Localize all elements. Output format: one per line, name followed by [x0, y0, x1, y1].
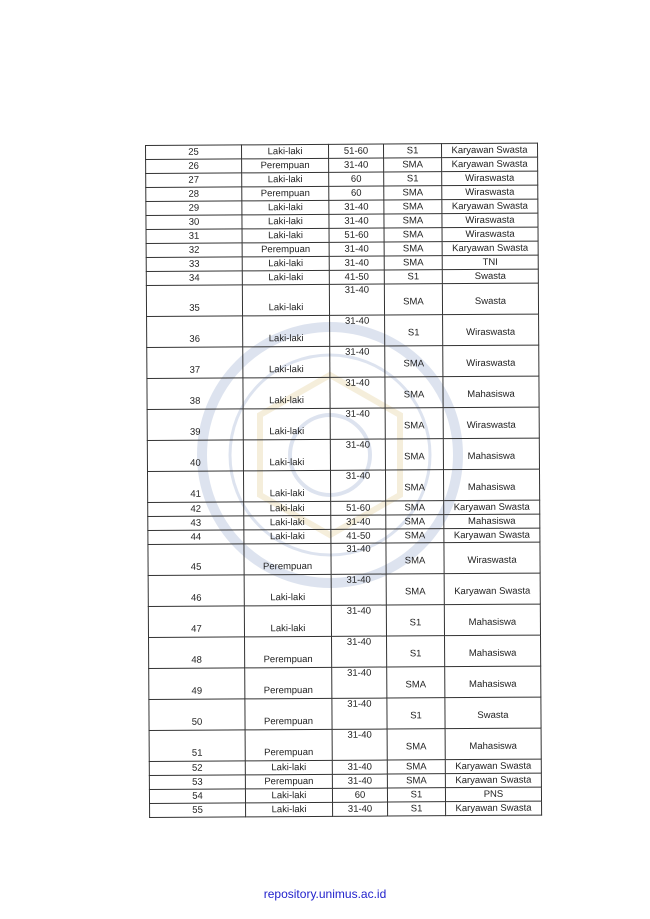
row-number: 33	[146, 257, 242, 272]
row-number: 28	[146, 187, 242, 202]
age-cell: 31-40	[329, 242, 384, 256]
occupation-cell: Karyawan Swasta	[442, 157, 538, 172]
gender-cell: Perempuan	[242, 242, 329, 257]
gender-cell: Laki-laki	[242, 284, 329, 316]
education-cell: SMA	[385, 439, 443, 470]
occupation-cell: Swasta	[442, 269, 538, 284]
age-cell: 31-40	[329, 284, 384, 315]
gender-cell: Laki-laki	[243, 408, 330, 440]
age-cell: 51-60	[328, 144, 383, 158]
education-cell: SMA	[384, 228, 442, 242]
occupation-cell: TNI	[442, 255, 538, 270]
gender-cell: Laki-laki	[245, 788, 332, 803]
education-cell: SMA	[384, 158, 442, 172]
row-number: 31	[146, 229, 242, 244]
gender-cell: Laki-laki	[244, 515, 331, 530]
gender-cell: Perempuan	[242, 158, 329, 173]
occupation-cell: Karyawan Swasta	[441, 143, 537, 158]
age-cell: 31-40	[330, 315, 385, 346]
education-cell: SMA	[387, 760, 445, 774]
row-number: 52	[149, 761, 245, 776]
education-cell: SMA	[384, 284, 442, 315]
gender-cell: Perempuan	[245, 667, 332, 699]
gender-cell: Perempuan	[244, 543, 331, 575]
age-cell: 31-40	[329, 214, 384, 228]
table-row	[148, 573, 540, 606]
education-cell: SMA	[385, 408, 443, 439]
age-cell: 31-40	[332, 774, 387, 788]
occupation-cell: Karyawan Swasta	[445, 773, 541, 788]
gender-cell: Laki-laki	[244, 529, 331, 544]
education-cell: SMA	[384, 200, 442, 214]
row-number: 39	[147, 409, 243, 441]
education-cell: SMA	[387, 667, 445, 698]
table-row	[147, 469, 539, 502]
row-number: 43	[148, 516, 244, 531]
table-row	[147, 345, 539, 378]
age-cell: 31-40	[332, 667, 387, 698]
education-cell: SMA	[386, 574, 444, 605]
row-number: 51	[149, 730, 245, 762]
occupation-cell: Swasta	[442, 283, 538, 315]
age-cell: 41-50	[329, 270, 384, 284]
row-number: 37	[147, 347, 243, 379]
age-cell: 31-40	[330, 377, 385, 408]
occupation-cell: Karyawan Swasta	[445, 759, 541, 774]
row-number: 53	[149, 775, 245, 790]
age-cell: 60	[329, 186, 384, 200]
education-cell: S1	[384, 172, 442, 186]
table-row	[148, 542, 540, 575]
education-cell: SMA	[384, 242, 442, 256]
gender-cell: Perempuan	[245, 698, 332, 730]
gender-cell: Laki-laki	[242, 144, 329, 159]
gender-cell: Laki-laki	[243, 315, 330, 347]
education-cell: S1	[386, 605, 444, 636]
table-row	[147, 407, 539, 440]
gender-cell: Laki-laki	[243, 346, 330, 378]
age-cell: 31-40	[330, 470, 385, 501]
education-cell: S1	[387, 698, 445, 729]
table-row	[149, 635, 541, 668]
gender-cell: Laki-laki	[243, 470, 330, 502]
education-cell: SMA	[384, 186, 442, 200]
occupation-cell: Mahasiswa	[443, 438, 539, 470]
gender-cell: Laki-laki	[244, 605, 331, 637]
gender-cell: Laki-laki	[243, 377, 330, 409]
gender-cell: Perempuan	[245, 636, 332, 668]
gender-cell: Laki-laki	[243, 439, 330, 471]
table-row	[146, 283, 538, 316]
education-cell: SMA	[385, 470, 443, 501]
row-number: 41	[147, 471, 243, 503]
table-row	[149, 666, 541, 699]
row-number: 54	[149, 789, 245, 804]
occupation-cell: Karyawan Swasta	[444, 500, 540, 515]
occupation-cell: Mahasiswa	[444, 604, 540, 636]
row-number: 40	[147, 440, 243, 472]
gender-cell: Laki-laki	[242, 256, 329, 271]
education-cell: S1	[384, 270, 442, 284]
age-cell: 41-50	[331, 529, 386, 543]
age-cell: 31-40	[330, 408, 385, 439]
occupation-cell: Karyawan Swasta	[444, 528, 540, 543]
occupation-cell: Swasta	[445, 697, 541, 729]
age-cell: 31-40	[330, 346, 385, 377]
occupation-cell: Mahasiswa	[445, 635, 541, 667]
table-row	[147, 376, 539, 409]
row-number: 29	[146, 201, 242, 216]
age-cell: 60	[332, 788, 387, 802]
occupation-cell: Wiraswasta	[442, 171, 538, 186]
education-cell: SMA	[386, 543, 444, 574]
row-number: 50	[149, 699, 245, 731]
occupation-cell: Karyawan Swasta	[444, 573, 540, 605]
age-cell: 51-60	[331, 501, 386, 515]
education-cell: SMA	[387, 729, 445, 760]
education-cell: SMA	[385, 377, 443, 408]
row-number: 38	[147, 378, 243, 410]
age-cell: 31-40	[332, 760, 387, 774]
occupation-cell: Wiraswasta	[444, 542, 540, 574]
row-number: 55	[150, 803, 246, 818]
row-number: 45	[148, 544, 244, 576]
gender-cell: Laki-laki	[242, 214, 329, 229]
row-number: 48	[149, 637, 245, 669]
age-cell: 31-40	[329, 200, 384, 214]
age-cell: 31-40	[331, 515, 386, 529]
education-cell: SMA	[386, 515, 444, 529]
gender-cell: Laki-laki	[245, 760, 332, 775]
table-row	[149, 728, 541, 761]
education-cell: SMA	[384, 214, 442, 228]
education-cell: S1	[388, 802, 446, 816]
education-cell: SMA	[387, 774, 445, 788]
age-cell: 31-40	[332, 729, 387, 760]
age-cell: 31-40	[331, 574, 386, 605]
age-cell: 60	[329, 172, 384, 186]
gender-cell: Perempuan	[245, 729, 332, 761]
occupation-cell: Wiraswasta	[442, 185, 538, 200]
gender-cell: Perempuan	[242, 186, 329, 201]
occupation-cell: Mahasiswa	[443, 469, 539, 501]
row-number: 25	[146, 145, 242, 160]
occupation-cell: Wiraswasta	[442, 213, 538, 228]
row-number: 49	[149, 668, 245, 700]
gender-cell: Laki-laki	[244, 501, 331, 516]
occupation-cell: Mahasiswa	[444, 514, 540, 529]
gender-cell: Laki-laki	[242, 270, 329, 285]
table-row	[150, 801, 542, 817]
row-number: 34	[146, 271, 242, 286]
education-cell: S1	[383, 144, 441, 158]
occupation-cell: Karyawan Swasta	[442, 241, 538, 256]
education-cell: S1	[387, 636, 445, 667]
table-row	[147, 314, 539, 347]
occupation-cell: Karyawan Swasta	[442, 199, 538, 214]
occupation-cell: Wiraswasta	[442, 227, 538, 242]
education-cell: S1	[387, 788, 445, 802]
gender-cell: Perempuan	[245, 774, 332, 789]
gender-cell: Laki-laki	[242, 172, 329, 187]
age-cell: 31-40	[333, 802, 388, 816]
age-cell: 31-40	[329, 256, 384, 270]
table-row	[147, 438, 539, 471]
occupation-cell: Wiraswasta	[443, 345, 539, 377]
data-table-container	[145, 143, 541, 818]
occupation-cell: Wiraswasta	[443, 407, 539, 439]
occupation-cell: Mahasiswa	[443, 376, 539, 408]
age-cell: 31-40	[331, 543, 386, 574]
table-row	[148, 604, 540, 637]
row-number: 46	[148, 575, 244, 607]
occupation-cell: Mahasiswa	[445, 666, 541, 698]
age-cell: 51-60	[329, 228, 384, 242]
age-cell: 31-40	[331, 605, 386, 636]
row-number: 27	[146, 173, 242, 188]
occupation-cell: Wiraswasta	[443, 314, 539, 346]
age-cell: 31-40	[329, 158, 384, 172]
age-cell: 31-40	[330, 439, 385, 470]
repository-footer: repository.unimus.ac.id	[263, 887, 387, 901]
occupation-cell: Mahasiswa	[445, 728, 541, 760]
row-number: 30	[146, 215, 242, 230]
education-cell: SMA	[386, 501, 444, 515]
gender-cell: Laki-laki	[242, 200, 329, 215]
age-cell: 31-40	[332, 636, 387, 667]
gender-cell: Laki-laki	[242, 228, 329, 243]
row-number: 47	[148, 606, 244, 638]
education-cell: SMA	[385, 346, 443, 377]
education-cell: SMA	[386, 529, 444, 543]
row-number: 32	[146, 243, 242, 258]
occupation-cell: Karyawan Swasta	[446, 801, 542, 816]
table-row	[149, 697, 541, 730]
respondent-table	[145, 143, 542, 818]
row-number: 36	[147, 316, 243, 348]
row-number: 44	[148, 530, 244, 545]
education-cell: SMA	[384, 256, 442, 270]
row-number: 42	[148, 502, 244, 517]
row-number: 35	[146, 285, 242, 317]
row-number: 26	[146, 159, 242, 174]
education-cell: S1	[385, 315, 443, 346]
occupation-cell: PNS	[445, 787, 541, 802]
age-cell: 31-40	[332, 698, 387, 729]
gender-cell: Laki-laki	[246, 802, 333, 817]
gender-cell: Laki-laki	[244, 574, 331, 606]
